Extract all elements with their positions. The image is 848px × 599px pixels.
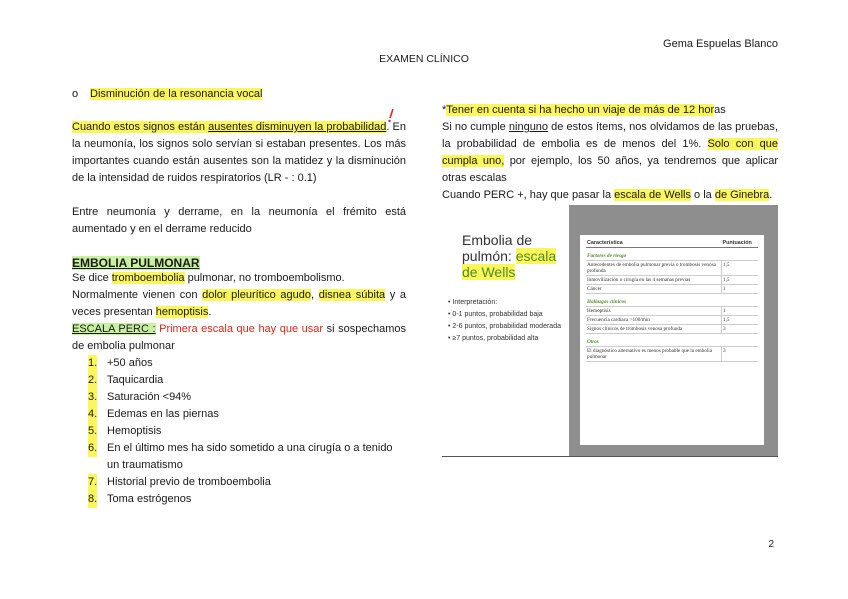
table-group: Factores de riesgo bbox=[586, 248, 758, 261]
p4-s4: disnea súbita bbox=[318, 289, 386, 301]
section-embolia bbox=[72, 256, 406, 508]
table-row: Antecedentes de embolia pulmonar previa o trombosis venosa profunda 1,5 bbox=[586, 261, 758, 276]
list-item: 2. Taquicardia bbox=[72, 372, 406, 389]
page-number: 2 bbox=[768, 539, 774, 550]
p4-s7: . bbox=[208, 306, 212, 318]
p5-s3: si sospechamos de embolia pulmonar bbox=[72, 323, 406, 352]
paragraph-neumonia-derrame: Entre neumonía y derrame, en la neumonía el frémito está aumentado y en el derrame reducido bbox=[72, 206, 406, 235]
wells-slide-image bbox=[442, 205, 778, 457]
p1-s3: . En la neumonía, los signos solo servían si estaban presentes. Los más importantes cuando están ausentes son la matidez y la disminución de la intensidad de ruidos respiratorios (LR - : 0.1) bbox=[72, 121, 406, 184]
table-row: Hemoptisis 1 bbox=[586, 307, 758, 316]
p1-s2: ausentes disminuyen la probabilidad bbox=[208, 121, 387, 133]
table-group: Hallazgos clínicos bbox=[586, 294, 758, 307]
p5-s1: ESCALA PERC : bbox=[72, 323, 156, 335]
bullet-text: Disminución de la resonancia vocal bbox=[90, 88, 263, 100]
slide-interpretation: • Interpretación: • 0-1 puntos, probabilidad baja • 2-6 puntos, probabilidad moderada • ≥7 puntos, probabilidad alta bbox=[448, 297, 561, 345]
p4-s1: Normalmente vienen con bbox=[72, 289, 203, 301]
list-item: 8. Toma estrógenos bbox=[72, 491, 406, 508]
section-title-text: EMBOLIA PULMONAR bbox=[72, 256, 200, 270]
table-row: El diagnóstico alternativo es menos probable que la embolia pulmonar 3 bbox=[586, 347, 758, 362]
section-title bbox=[72, 256, 406, 270]
list-item: 7. Historial previo de tromboembolia bbox=[72, 474, 406, 491]
author-name: Gema Espuelas Blanco bbox=[663, 38, 778, 50]
p4-s3: , bbox=[311, 289, 319, 301]
perc-list bbox=[72, 355, 406, 508]
p4-s6: hemoptisis bbox=[155, 306, 209, 318]
p3-s1: Se dice bbox=[72, 272, 112, 284]
p1-s1: Cuando estos signos están bbox=[72, 121, 209, 133]
r3: Cuando PERC +, hay que pasar la escala de Wells o la de Ginebra. bbox=[442, 189, 773, 201]
p3-s2: tromboembolia bbox=[111, 272, 185, 284]
p4-s5: y a veces presentan bbox=[72, 289, 407, 318]
r2: Si no cumple ninguno de estos ítems, nos olvidamos de las pruebas, la probabilidad de embolia es de menos del 1%. Solo con que cumpla uno, por ejemplo, los 50 años, ya tendremos que aplicar otras escalas bbox=[442, 121, 779, 184]
p3-s3: pulmonar, no tromboembolismo. bbox=[184, 272, 345, 284]
paragraph-tromboembolia bbox=[72, 270, 406, 287]
table-row: Signos clínicos de trombosis venosa profunda 3 bbox=[586, 325, 758, 334]
wells-table-card bbox=[580, 235, 764, 445]
r1: *Tener en cuenta si ha hecho un viaje de más de 12 horas bbox=[442, 104, 726, 116]
table-row: Frecuencia cardiaca >100/min 1,5 bbox=[586, 316, 758, 325]
list-item: 6. En el último mes ha sido sometido a una cirugía o a tenido un traumatismo bbox=[88, 442, 393, 471]
table-row: Cáncer 1 bbox=[586, 285, 758, 294]
paragraph-ausentes bbox=[72, 119, 406, 187]
p4-s2: dolor pleurítico agudo bbox=[202, 289, 312, 301]
table-group: Otros bbox=[586, 334, 758, 347]
wells-table: Característica Puntuación Factores de riesgo Antecedentes de embolia pulmonar previa o trombosis venosa profunda 1,5 Inmovilización o cirugía en las 4 semanas previas 1,5 Cáncer 1 Hallazgos clínicos Hemoptisis 1 Frecuencia cardiaca >100/min 1,5 Signos clínicos de trombosis venosa profunda 3 Otros El diagnóstico alternativo es menos probable que la embolia pulmonar 3 bbox=[586, 239, 758, 362]
paragraph-perc bbox=[72, 321, 406, 355]
list-item: 3. Saturación <94% bbox=[72, 389, 406, 406]
slide-title: Embolia de pulmón: escala de Wells bbox=[462, 232, 557, 280]
list-item: 4. Edemas en las piernas bbox=[72, 406, 406, 423]
paragraph-right bbox=[442, 102, 778, 204]
bullet-marker: o bbox=[72, 88, 79, 100]
paragraph-sintomas bbox=[72, 287, 406, 321]
p5-s2: Primera escala que hay que usar bbox=[155, 323, 324, 335]
list-item: 5. Hemoptisis bbox=[72, 423, 406, 440]
bullet-item bbox=[72, 88, 262, 100]
divider bbox=[442, 456, 778, 457]
table-row: Inmovilización o cirugía en las 4 semanas previas 1,5 bbox=[586, 276, 758, 285]
page-title: EXAMEN CLÍNICO bbox=[379, 53, 469, 65]
list-item: 1. +50 años bbox=[72, 355, 406, 372]
